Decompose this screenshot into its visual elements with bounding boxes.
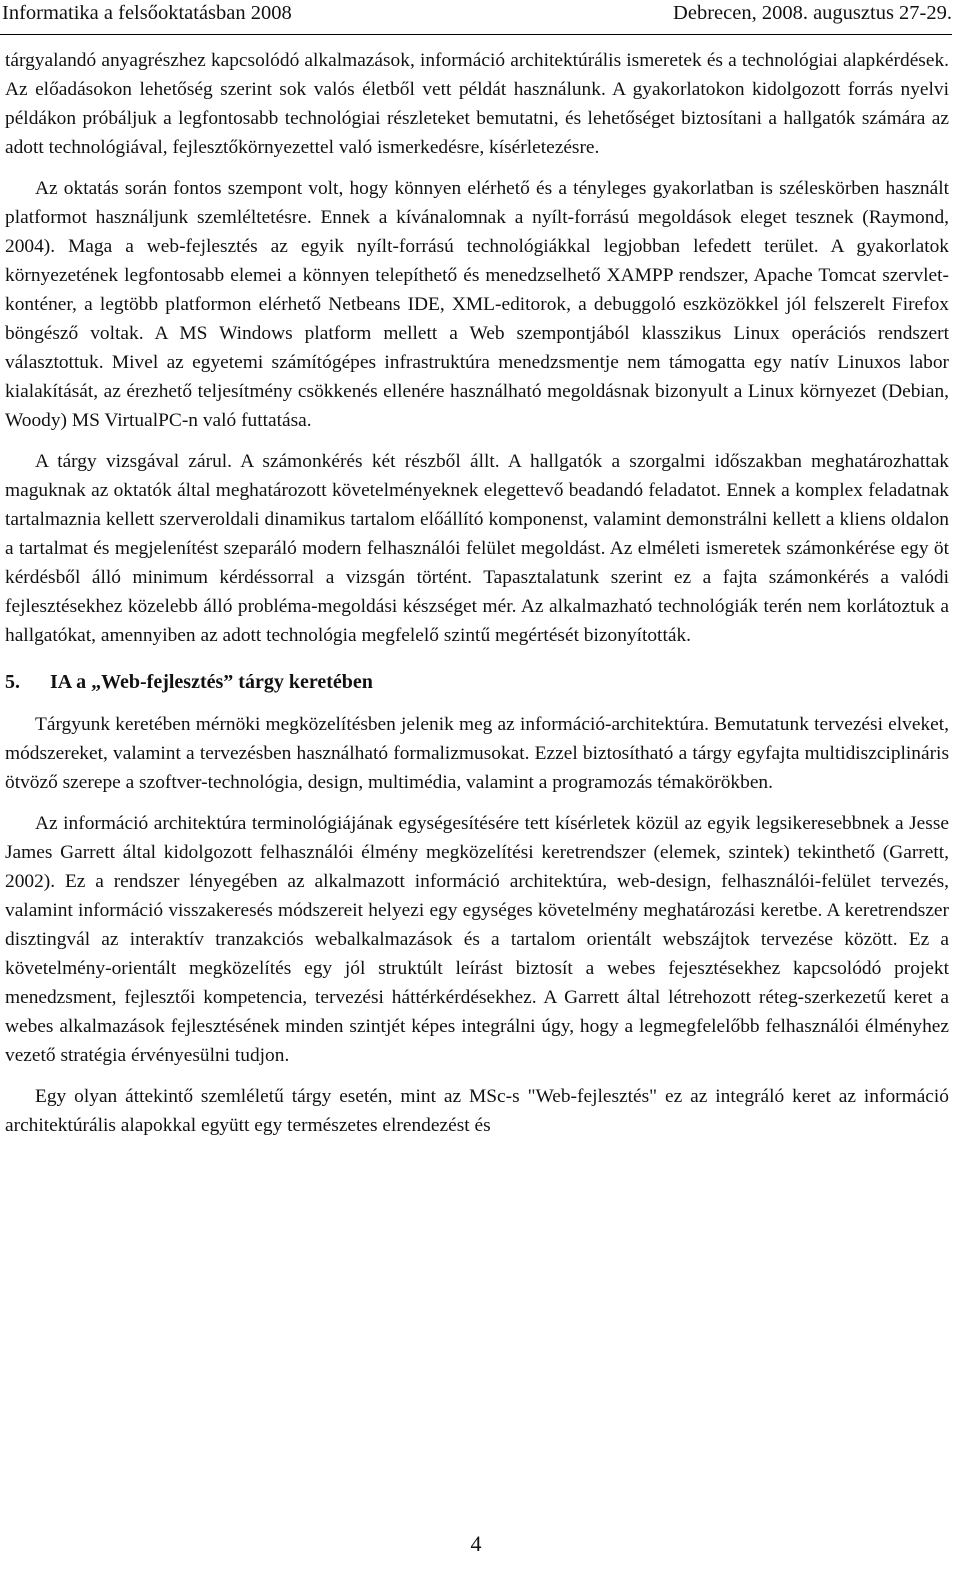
header-location-date: Debrecen, 2008. augusztus 27-29. <box>673 2 952 24</box>
paragraph-continuation: tárgyalandó anyagrészhez kapcsolódó alkalmazások, információ architektúrális ismeretek és a technológiai alapkérdések. Az előadásokon lehetőség szerint sok valós életből vett példát használunk. A gyakorlatokon kidolgozott forrás nyelvi példákon próbáljuk a legfontosabb technológiai részleteket bemutatni, és lehetőséget biztosítani a hallgatók számára az adott technológiával, fejlesztőkörnyezettel való ismerkedésre, kísérletezésre. <box>5 50 949 158</box>
section-number: 5. <box>5 671 20 693</box>
page-body <box>5 46 949 1140</box>
page-header <box>0 0 952 35</box>
paragraph-garrett: Az információ architektúra terminológiájának egységesítésére tett kísérletek közül az egyik legsikeresebbnek a Jesse James Garrett által kidolgozott felhasználói élmény megközelítési keretrendszer (elemek, szintek) tekinthető (Garrett, 2002). Ez a rendszer lényegében az alkalmazott információ architektúra, web-design, felhasználói-felület tervezés, valamint információ visszakeresés módszereit helyezi egy egységes követelmény meghatározási keretbe. A keretrendszer disztingvál az interaktív tranzakciós webalkalmazások és a tartalom orientált webszájtok tervezése között. Ez a követelmény-orientált megközelítés egy jól struktúlt leírást biztosít a webes fejesztésekhez kapcsolódó projekt menedzsment, fejlesztői kompetencia, tervezési háttérkérdésekhez. A Garrett által létrehozott réteg-szerkezetű keret a webes alkalmazások fejlesztésének minden szintjét képes integrálni úgy, hogy a legmegfelelőbb felhasználói élményhez vezető stratégia érvényesülni tudjon. <box>5 813 949 1066</box>
section-heading <box>5 668 949 696</box>
page-number: 4 <box>470 1531 482 1556</box>
paragraph-ia-intro: Tárgyunk keretében mérnöki megközelítésben jelenik meg az információ-architektúra. Bemutatunk tervezési elveket, módszereket, valamint a tervezésben használható formalizmusokat. Ezzel biztosítható a tárgy egyfajta multidiszciplináris ötvöző szerepe a szoftver-technológia, design, multimédia, valamint a programozás témakörökben. <box>5 714 949 793</box>
section-title: IA a „Web-fejlesztés” tárgy keretében <box>50 671 373 693</box>
paragraph-msc: Egy olyan áttekintő szemléletű tárgy esetén, mint az MSc-s "Web-fejlesztés" ez az integráló keret az információ architektúrális alapokkal együtt egy természetes elrendezést és <box>5 1086 949 1136</box>
paragraph-platform: Az oktatás során fontos szempont volt, hogy könnyen elérhető és a tényleges gyakorlatban is széleskörben használt platformot használjunk szemléltetésre. Ennek a kívánalomnak a nyílt-forrású megoldások eleget tesznek (Raymond, 2004). Maga a web-fejlesztés az egyik nyílt-forrású technológiákkal legjobban lefedett terület. A gyakorlatok környezetének legfontosabb elemei a könnyen telepíthető és menedzselhető XAMPP rendszer, Apache Tomcat szervlet-konténer, a legtöbb platformon elérhető Netbeans IDE, XML-editorok, a debuggoló eszközökkel jól felszerelt Firefox böngésző voltak. A MS Windows platform mellett a Web szempontjából klasszikus Linux operációs rendszert választottuk. Mivel az egyetemi számítógépes infrastruktúra menedzsmentje nem támogatta egy natív Linuxos labor kialakítását, az érezhető teljesítmény csökkenés ellenére használható megoldásnak bizonyult a Linux környezet (Debian, Woody) MS VirtualPC-n való futtatása. <box>5 178 949 431</box>
header-conference-title: Informatika a felsőoktatásban 2008 <box>2 2 292 24</box>
paragraph-exam: A tárgy vizsgával zárul. A számonkérés két részből állt. A hallgatók a szorgalmi időszakban meghatározhattak maguknak az oktatók által meghatározott követelményeknek elegettevő beadandó feladatot. Ennek a komplex feladatnak tartalmaznia kellett szerveroldali dinamikus tartalom előállító komponenst, valamint demonstrálni kellett a kliens oldalon a tartalmat és megjelenítést szeparáló modern felhasználói felület megoldást. Az elméleti ismeretek számonkérése egy öt kérdésből álló minimum kérdéssorral a vizsgán történt. Tapasztalatunk szerint ez a fajta számonkérés a valódi fejlesztésekhez közelebb álló probléma-megoldási készséget mér. Az alkalmazható technológiák terén nem korlátoztuk a hallgatókat, amennyiben az adott technológia megfelelő szintű megértését bizonyították. <box>5 451 949 646</box>
